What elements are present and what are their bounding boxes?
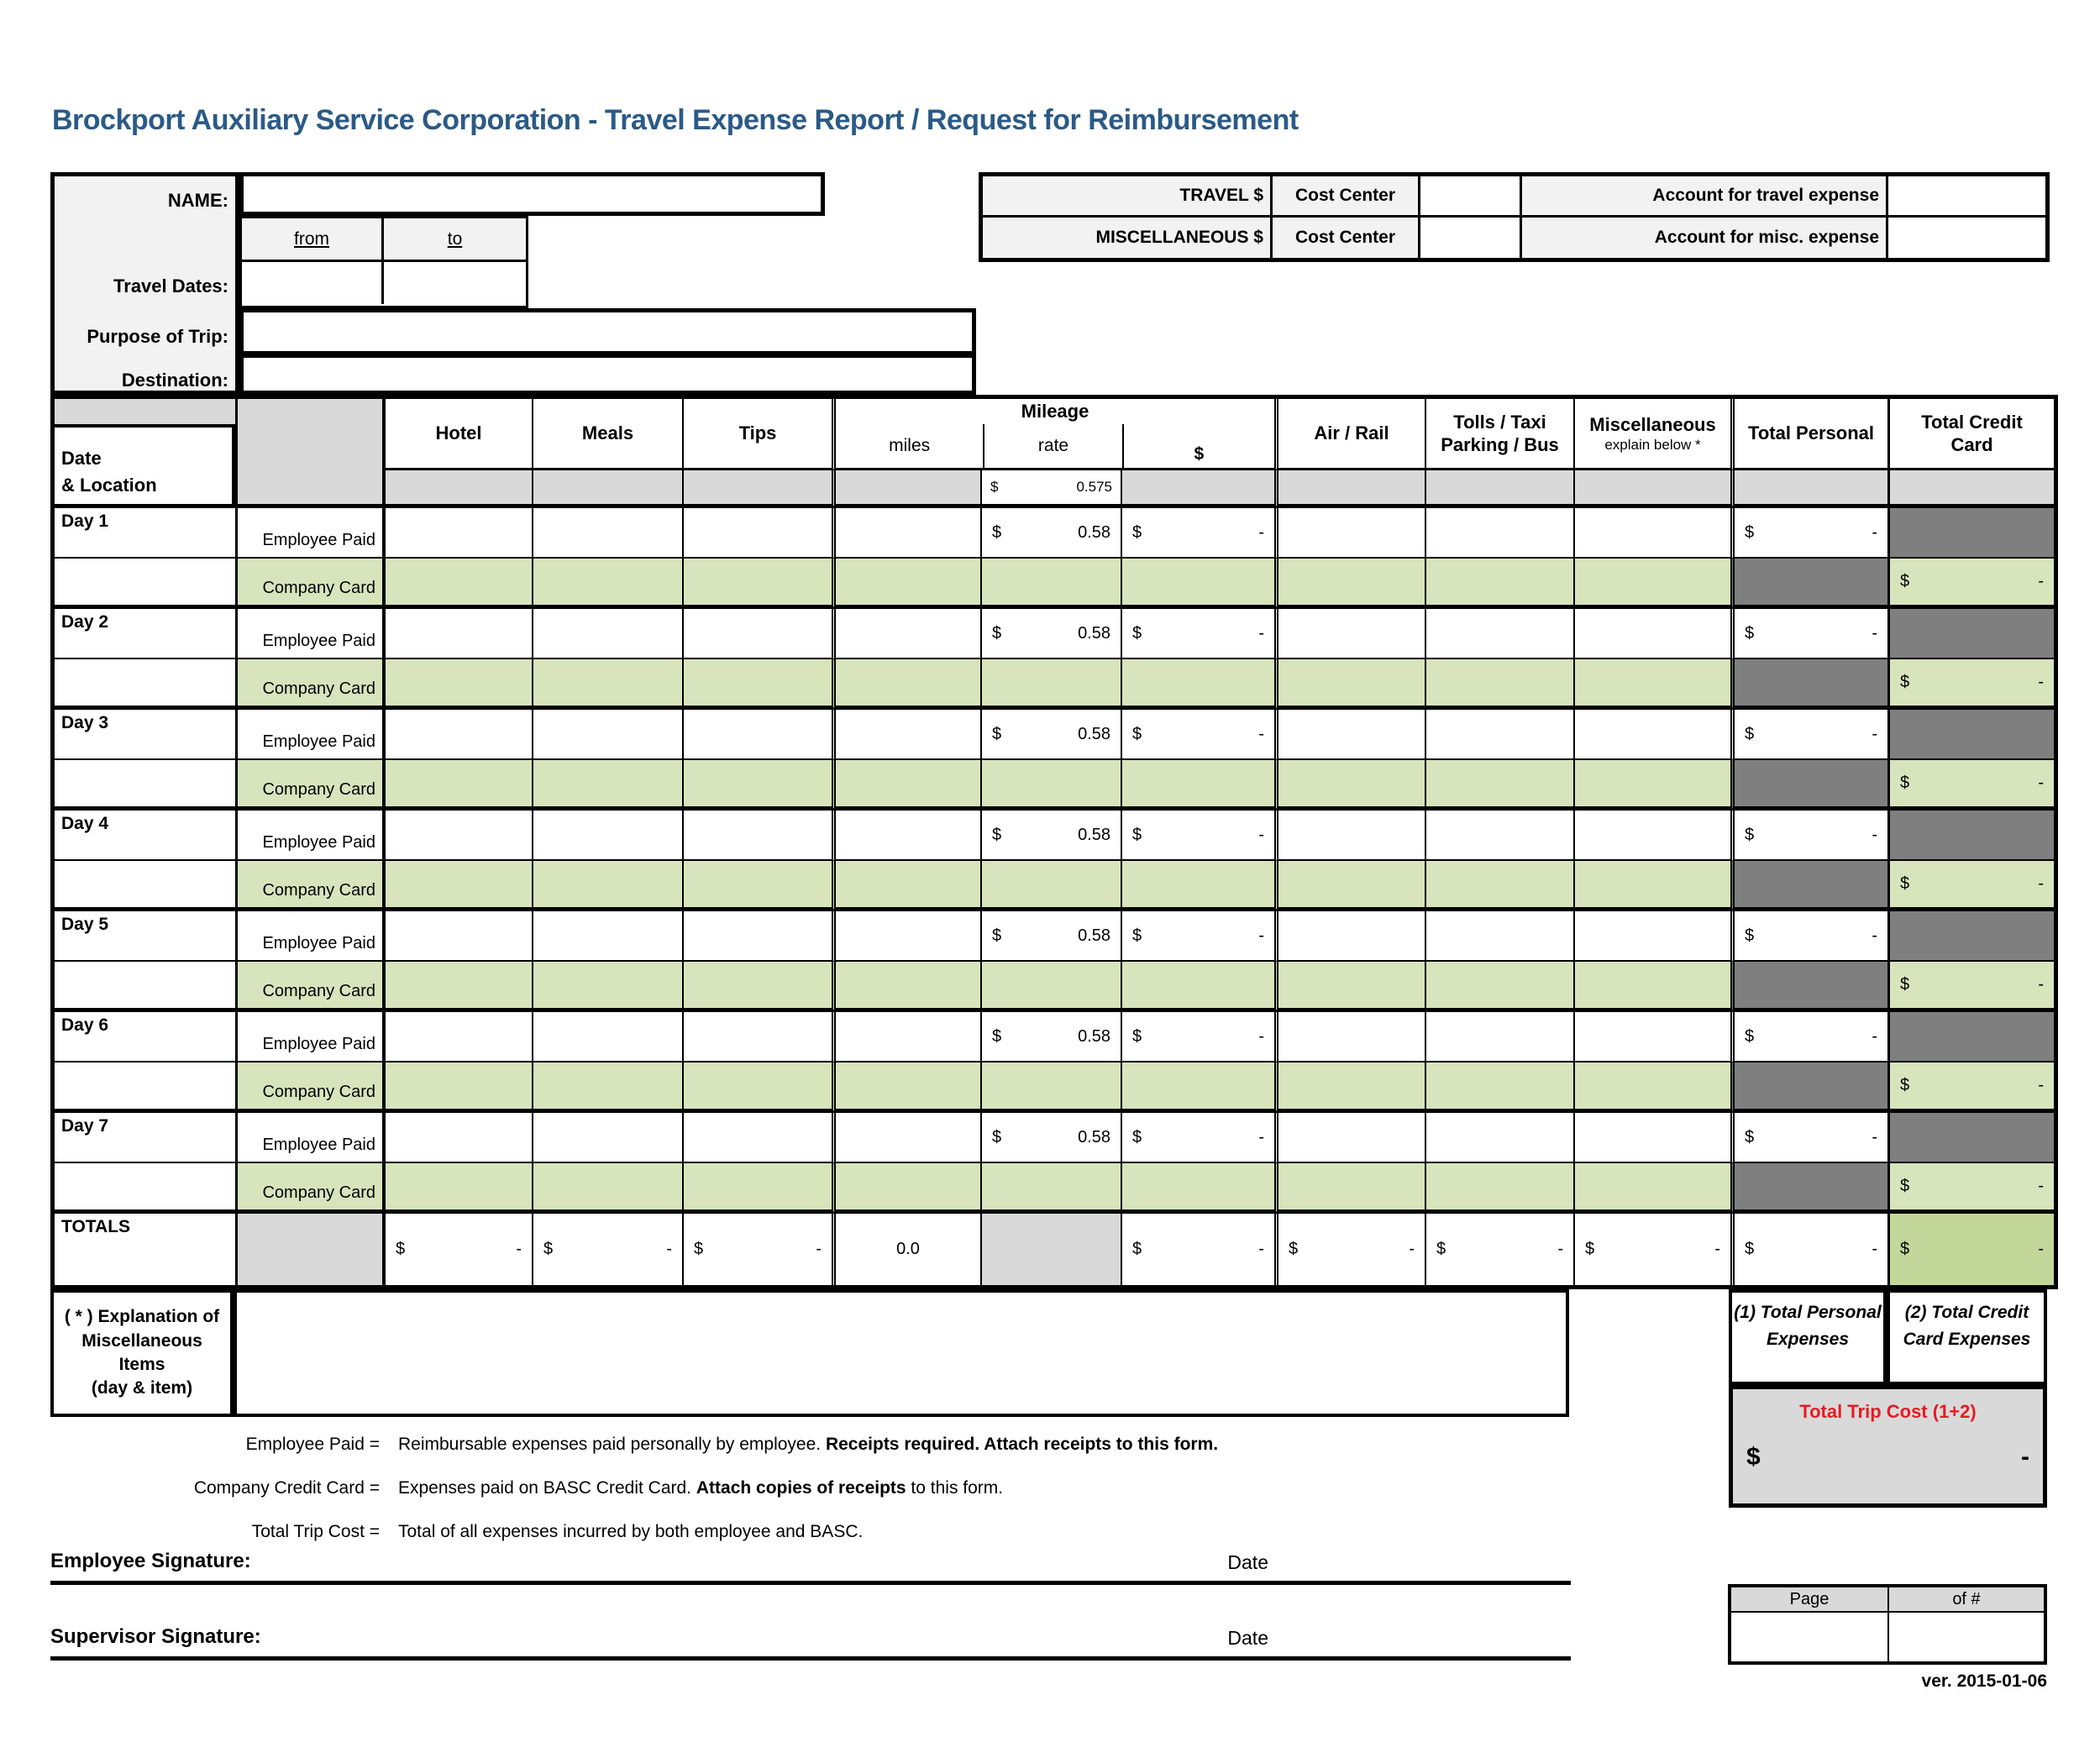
explanation-input[interactable] [234,1289,1569,1417]
meals-header: Meals [533,399,684,470]
strip-mileage-amount [1122,470,1274,508]
totals-air-rail-cell: $ - [1274,1214,1426,1285]
day5-employee-hotel-cell[interactable] [386,911,533,962]
day4-company-miscellaneous-cell[interactable] [1575,861,1730,911]
travel-cost-center-label: Cost Center [1273,176,1420,218]
day6-employee-hotel-cell[interactable] [386,1012,533,1063]
misc-account-input[interactable] [1888,218,2045,259]
day7-employee-miles-cell[interactable] [832,1113,982,1163]
day3-employee-mileage-amount-cell: $ - [1122,710,1274,760]
day7-employee-miscellaneous-cell[interactable] [1575,1113,1730,1163]
day7-employee-meals-cell[interactable] [533,1113,684,1163]
supervisor-signature-line[interactable] [50,1656,1571,1661]
day7-employee-total-credit-blocked-cell [1890,1113,2054,1163]
day6-company-hotel-cell[interactable] [386,1063,533,1113]
from-header: from [242,218,384,262]
day1-employee-paid-label: Employee Paid [238,508,386,559]
day7-employee-paid-label: Employee Paid [238,1113,386,1163]
day5-company-tolls-taxi-cell[interactable] [1426,962,1575,1012]
travel-dates-grid [239,216,528,308]
mileage-header: Mileage [1021,401,1089,422]
purpose-input[interactable] [239,308,976,355]
to-date-input[interactable] [384,262,526,304]
day7-employee-tolls-taxi-cell[interactable] [1426,1113,1575,1163]
day2-employee-air-rail-cell[interactable] [1274,609,1426,659]
day7-label: Day 7 [55,1113,238,1163]
explanation-label [50,1289,234,1417]
totals-label: TOTALS [55,1214,238,1285]
strip-tips [684,470,832,508]
totals-rowtype-cell [238,1214,386,1285]
day2-company-miles-cell[interactable] [832,659,982,710]
day4-company-hotel-cell[interactable] [386,861,533,911]
strip-meals [533,470,684,508]
day6-employee-tolls-taxi-cell[interactable] [1426,1012,1575,1063]
total-credit-card-header: Total Credit Card [1890,399,2054,470]
day6-company-tips-cell[interactable] [684,1063,832,1113]
employee-date-label: Date [1227,1551,1268,1573]
day7-company-air-rail-cell[interactable] [1274,1163,1426,1214]
day6-label: Day 6 [55,1012,238,1063]
day3-employee-total-credit-blocked-cell [1890,710,2054,760]
mileage-header-group [832,399,1274,470]
day1-company-miles-cell[interactable] [832,559,982,609]
day7-company-rate-cell[interactable] [982,1163,1122,1214]
day6-employee-tips-cell[interactable] [684,1012,832,1063]
day3-employee-miscellaneous-cell[interactable] [1575,710,1730,760]
legend-description: Total of all expenses incurred by both employee and BASC. [398,1522,864,1541]
day6-company-card-label: Company Card [238,1063,386,1113]
day1-employee-air-rail-cell[interactable] [1274,508,1426,559]
totals-rate-cell [982,1214,1122,1285]
day5-company-card-label: Company Card [238,962,386,1012]
day6-employee-paid-label: Employee Paid [238,1012,386,1063]
day5-employee-tolls-taxi-cell[interactable] [1426,911,1575,962]
day1-company-card-label: Company Card [238,559,386,609]
hotel-header: Hotel [386,399,533,470]
day3-company-total-personal-blocked-cell [1730,760,1890,811]
day7-company-miles-cell[interactable] [832,1163,982,1214]
tolls-header: Tolls / Taxi Parking / Bus [1426,399,1575,470]
legend-row [50,1435,1697,1455]
strip-miles [832,470,982,508]
standard-mileage-rate-cell: $ 0.575 [982,470,1122,508]
day2-employee-paid-label: Employee Paid [238,609,386,659]
date-location-corner [55,399,238,508]
day2-company-rate-cell[interactable] [982,659,1122,710]
row-type-corner [238,399,386,508]
day2-company-tolls-taxi-cell[interactable] [1426,659,1575,710]
misc-cost-center-label: Cost Center [1273,218,1420,259]
day1-company-miscellaneous-cell[interactable] [1575,559,1730,609]
day1-employee-rate-cell: $ 0.58 [982,508,1122,559]
day4-employee-meals-cell[interactable] [533,811,684,861]
day7-employee-total-personal-cell: $ - [1730,1113,1890,1163]
day7-company-date-cell[interactable] [55,1163,238,1214]
day2-employee-total-personal-cell: $ - [1730,609,1890,659]
day4-company-card-label: Company Card [238,861,386,911]
day7-company-mileage-amount-cell[interactable] [1122,1163,1274,1214]
destination-input[interactable] [239,354,976,395]
misc-dollars-label: MISCELLANEOUS $ [983,218,1273,259]
travel-cost-center-input[interactable] [1420,176,1522,218]
day2-employee-mileage-amount-cell: $ - [1122,609,1274,659]
explanation-label-line: ( * ) Explanation of [64,1307,220,1327]
strip-misc [1575,470,1730,508]
day2-employee-tips-cell[interactable] [684,609,832,659]
day4-company-air-rail-cell[interactable] [1274,861,1426,911]
travel-account-label: Account for travel expense [1522,176,1888,218]
day3-company-hotel-cell[interactable] [386,760,533,811]
day7-employee-mileage-amount-cell: $ - [1122,1113,1274,1163]
day4-employee-total-personal-cell: $ - [1730,811,1890,861]
of-number-input[interactable] [1889,1613,2044,1661]
total-trip-cost-value: $ - [1746,1443,2029,1471]
day6-employee-total-personal-cell: $ - [1730,1012,1890,1063]
totals-tips-cell: $ - [684,1214,832,1285]
rate-header: rate [984,424,1123,468]
day1-label: Day 1 [55,508,238,559]
day4-company-miles-cell[interactable] [832,861,982,911]
totals-misc-cell: $ - [1575,1214,1730,1285]
day7-company-card-label: Company Card [238,1163,386,1214]
day5-company-miscellaneous-cell[interactable] [1575,962,1730,1012]
day1-company-total-personal-blocked-cell [1730,559,1890,609]
destination-label: Destination: [121,370,228,391]
day7-company-tolls-taxi-cell[interactable] [1426,1163,1575,1214]
day3-company-mileage-amount-cell[interactable] [1122,760,1274,811]
strip-air-rail [1274,470,1426,508]
day1-employee-total-personal-cell: $ - [1730,508,1890,559]
day4-employee-mileage-amount-cell: $ - [1122,811,1274,861]
day3-employee-rate-cell: $ 0.58 [982,710,1122,760]
day2-company-air-rail-cell[interactable] [1274,659,1426,710]
day1-employee-meals-cell[interactable] [533,508,684,559]
legend-term: Employee Paid = [245,1435,380,1454]
page-number-input[interactable] [1731,1613,1889,1661]
day4-employee-tolls-taxi-cell[interactable] [1426,811,1575,861]
day5-employee-rate-cell: $ 0.58 [982,911,1122,962]
day2-company-tips-cell[interactable] [684,659,832,710]
day3-employee-paid-label: Employee Paid [238,710,386,760]
day1-company-tolls-taxi-cell[interactable] [1426,559,1575,609]
total-personal-header: Total Personal [1730,399,1890,470]
account-coding-box [979,172,2050,262]
day4-employee-tips-cell[interactable] [684,811,832,861]
day6-employee-miles-cell[interactable] [832,1012,982,1063]
miles-header: miles [836,424,984,468]
day1-company-meals-cell[interactable] [533,559,684,609]
travel-account-input[interactable] [1888,176,2045,218]
day1-company-rate-cell[interactable] [982,559,1122,609]
day6-company-total-credit-cell: $ - [1890,1063,2054,1113]
trip-info-label-column [50,172,239,395]
day3-employee-tips-cell[interactable] [684,710,832,760]
day3-company-miscellaneous-cell[interactable] [1575,760,1730,811]
air-rail-header: Air / Rail [1274,399,1426,470]
day4-employee-paid-label: Employee Paid [238,811,386,861]
day4-company-tolls-taxi-cell[interactable] [1426,861,1575,911]
strip-total-personal [1730,470,1890,508]
day3-employee-air-rail-cell[interactable] [1274,710,1426,760]
page-title: Brockport Auxiliary Service Corporation - Travel Expense Report / Request for Reimbursement [52,104,1299,136]
legend-row [50,1478,1697,1498]
totals-total-credit-cell: $ - [1890,1214,2054,1285]
day5-company-date-cell[interactable] [55,962,238,1012]
day3-employee-tolls-taxi-cell[interactable] [1426,710,1575,760]
day6-company-mileage-amount-cell[interactable] [1122,1063,1274,1113]
legend-term: Company Credit Card = [193,1478,380,1498]
day3-company-miles-cell[interactable] [832,760,982,811]
day7-employee-rate-cell: $ 0.58 [982,1113,1122,1163]
totals-tolls-cell: $ - [1426,1214,1575,1285]
day1-company-total-credit-cell: $ - [1890,559,2054,609]
name-input[interactable] [239,172,825,216]
day2-company-total-personal-blocked-cell [1730,659,1890,710]
day3-company-total-credit-cell: $ - [1890,760,2054,811]
legend-row [50,1522,1697,1542]
day5-company-mileage-amount-cell[interactable] [1122,962,1274,1012]
totals-total-personal-cell: $ - [1730,1214,1890,1285]
day7-employee-hotel-cell[interactable] [386,1113,533,1163]
day6-employee-rate-cell: $ 0.58 [982,1012,1122,1063]
employee-signature-line[interactable] [50,1581,1571,1585]
day5-company-total-personal-blocked-cell [1730,962,1890,1012]
day4-company-meals-cell[interactable] [533,861,684,911]
supervisor-signature-label: Supervisor Signature: [50,1625,261,1648]
day3-company-card-label: Company Card [238,760,386,811]
day3-employee-meals-cell[interactable] [533,710,684,760]
from-date-input[interactable] [242,262,384,304]
tips-header: Tips [684,399,832,470]
day5-employee-miles-cell[interactable] [832,911,982,962]
misc-cost-center-input[interactable] [1420,218,1522,259]
day5-company-tips-cell[interactable] [684,962,832,1012]
day4-company-rate-cell[interactable] [982,861,1122,911]
day5-company-miles-cell[interactable] [832,962,982,1012]
day2-employee-miscellaneous-cell[interactable] [1575,609,1730,659]
day6-employee-meals-cell[interactable] [533,1012,684,1063]
day5-employee-total-credit-blocked-cell [1890,911,2054,962]
day1-employee-miscellaneous-cell[interactable] [1575,508,1730,559]
day5-employee-tips-cell[interactable] [684,911,832,962]
day3-employee-hotel-cell[interactable] [386,710,533,760]
travel-dates-label: Travel Dates: [113,275,228,296]
day1-employee-total-credit-blocked-cell [1890,508,2054,559]
day3-employee-miles-cell[interactable] [832,710,982,760]
expense-table [50,395,2058,1289]
day3-company-air-rail-cell[interactable] [1274,760,1426,811]
day4-company-total-personal-blocked-cell [1730,861,1890,911]
day6-employee-mileage-amount-cell: $ - [1122,1012,1274,1063]
day5-company-hotel-cell[interactable] [386,962,533,1012]
day6-company-meals-cell[interactable] [533,1063,684,1113]
day6-company-tolls-taxi-cell[interactable] [1426,1063,1575,1113]
day1-employee-tips-cell[interactable] [684,508,832,559]
strip-tolls [1426,470,1575,508]
day2-employee-rate-cell: $ 0.58 [982,609,1122,659]
day7-company-tips-cell[interactable] [684,1163,832,1214]
day6-company-air-rail-cell[interactable] [1274,1063,1426,1113]
day2-employee-meals-cell[interactable] [533,609,684,659]
page-box [1728,1584,2047,1665]
day1-company-mileage-amount-cell[interactable] [1122,559,1274,609]
misc-account-label: Account for misc. expense [1522,218,1888,259]
day3-company-tips-cell[interactable] [684,760,832,811]
to-header: to [384,218,526,262]
day5-company-rate-cell[interactable] [982,962,1122,1012]
day2-company-total-credit-cell: $ - [1890,659,2054,710]
day1-company-date-cell[interactable] [55,559,238,609]
day2-company-date-cell[interactable] [55,659,238,710]
mileage-dollar-header: $ [1194,444,1205,464]
day4-employee-miscellaneous-cell[interactable] [1575,811,1730,861]
version-text: ver. 2015-01-06 [1921,1671,2047,1691]
day5-company-air-rail-cell[interactable] [1274,962,1426,1012]
day7-company-hotel-cell[interactable] [386,1163,533,1214]
day5-label: Day 5 [55,911,238,962]
day2-company-card-label: Company Card [238,659,386,710]
day7-company-total-credit-cell: $ - [1890,1163,2054,1214]
day5-employee-mileage-amount-cell: $ - [1122,911,1274,962]
explanation-label-line: Items [118,1355,165,1374]
total-personal-expenses-label: (1) Total Personal Expenses [1729,1289,1887,1385]
day1-employee-miles-cell[interactable] [832,508,982,559]
day6-employee-total-credit-blocked-cell [1890,1012,2054,1063]
day6-company-miles-cell[interactable] [832,1063,982,1113]
day2-employee-total-credit-blocked-cell [1890,609,2054,659]
day4-employee-air-rail-cell[interactable] [1274,811,1426,861]
day4-employee-hotel-cell[interactable] [386,811,533,861]
total-trip-cost-box [1729,1385,2047,1508]
totals-mileage-amount-cell: $ - [1122,1214,1274,1285]
day5-company-total-credit-cell: $ - [1890,962,2054,1012]
legend-description: Expenses paid on BASC Credit Card. Attach copies of receipts to this form. [398,1478,1004,1498]
day7-company-total-personal-blocked-cell [1730,1163,1890,1214]
day2-employee-tolls-taxi-cell[interactable] [1426,609,1575,659]
strip-total-credit [1890,470,2054,508]
explanation-label-line: Miscellaneous [81,1330,202,1351]
legend-description: Reimbursable expenses paid personally by employee. Receipts required. Attach receipts to this form. [398,1435,1219,1454]
day6-company-miscellaneous-cell[interactable] [1575,1063,1730,1113]
day5-employee-paid-label: Employee Paid [238,911,386,962]
explanation-label-line: (day & item) [91,1378,193,1398]
day4-employee-total-credit-blocked-cell [1890,811,2054,861]
day7-employee-air-rail-cell[interactable] [1274,1113,1426,1163]
day5-employee-air-rail-cell[interactable] [1274,911,1426,962]
day6-company-total-personal-blocked-cell [1730,1063,1890,1113]
day7-company-miscellaneous-cell[interactable] [1575,1163,1730,1214]
day4-label: Day 4 [55,811,238,861]
strip-hotel [386,470,533,508]
date-location-header: Date & Location [55,424,235,504]
day4-company-date-cell[interactable] [55,861,238,911]
day6-company-rate-cell[interactable] [982,1063,1122,1113]
day3-company-date-cell[interactable] [55,760,238,811]
day2-employee-hotel-cell[interactable] [386,609,533,659]
day2-label: Day 2 [55,609,238,659]
supervisor-date-label: Date [1227,1627,1268,1649]
name-label: NAME: [167,190,228,211]
day3-company-meals-cell[interactable] [533,760,684,811]
day6-employee-miscellaneous-cell[interactable] [1575,1012,1730,1063]
of-label: of # [1889,1587,2044,1613]
day5-employee-meals-cell[interactable] [533,911,684,962]
day4-employee-rate-cell: $ 0.58 [982,811,1122,861]
day4-company-total-credit-cell: $ - [1890,861,2054,911]
day6-employee-air-rail-cell[interactable] [1274,1012,1426,1063]
totals-miles-cell: 0.0 [832,1214,982,1285]
day2-employee-miles-cell[interactable] [832,609,982,659]
day1-company-tips-cell[interactable] [684,559,832,609]
day5-employee-miscellaneous-cell[interactable] [1575,911,1730,962]
totals-meals-cell: $ - [533,1214,684,1285]
travel-dollars-label: TRAVEL $ [983,176,1273,218]
miscellaneous-header: Miscellaneous explain below * [1575,399,1730,470]
day3-company-tolls-taxi-cell[interactable] [1426,760,1575,811]
day4-company-tips-cell[interactable] [684,861,832,911]
day3-company-rate-cell[interactable] [982,760,1122,811]
legend-term: Total Trip Cost = [251,1522,380,1541]
day3-label: Day 3 [55,710,238,760]
day5-employee-total-personal-cell: $ - [1730,911,1890,962]
day1-company-air-rail-cell[interactable] [1274,559,1426,609]
day5-company-meals-cell[interactable] [533,962,684,1012]
day4-employee-miles-cell[interactable] [832,811,982,861]
day1-employee-mileage-amount-cell: $ - [1122,508,1274,559]
page-label: Page [1731,1587,1889,1613]
employee-signature-label: Employee Signature: [50,1550,251,1572]
purpose-label: Purpose of Trip: [87,326,228,347]
day3-employee-total-personal-cell: $ - [1730,710,1890,760]
day1-employee-tolls-taxi-cell[interactable] [1426,508,1575,559]
day2-company-miscellaneous-cell[interactable] [1575,659,1730,710]
day7-company-meals-cell[interactable] [533,1163,684,1214]
day1-employee-hotel-cell[interactable] [386,508,533,559]
totals-hotel-cell: $ - [386,1214,533,1285]
day2-company-hotel-cell[interactable] [386,659,533,710]
total-trip-cost-label: Total Trip Cost (1+2) [1799,1401,1977,1422]
day6-company-date-cell[interactable] [55,1063,238,1113]
day7-employee-tips-cell[interactable] [684,1113,832,1163]
day2-company-meals-cell[interactable] [533,659,684,710]
day1-company-hotel-cell[interactable] [386,559,533,609]
total-credit-card-expenses-label: (2) Total Credit Card Expenses [1887,1289,2047,1385]
day4-company-mileage-amount-cell[interactable] [1122,861,1274,911]
day2-company-mileage-amount-cell[interactable] [1122,659,1274,710]
